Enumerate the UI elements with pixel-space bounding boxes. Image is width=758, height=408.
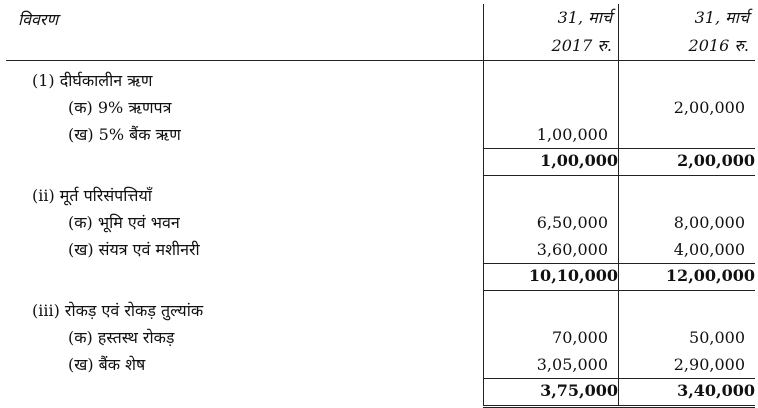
section-2-total-row [6, 264, 755, 291]
section-1-2016-values [619, 61, 756, 149]
section-1-item-2-2016 [619, 121, 755, 148]
comparative-statement-table [6, 4, 755, 408]
section-3-item-2-label: (ख) बैंक शेष [68, 354, 146, 374]
section-1-item-2-2017: 1,00,000 [536, 125, 608, 144]
section-1-item-1-label: (क) 9% ऋणपत्र [68, 98, 172, 117]
header-row [6, 4, 755, 61]
section-3-item-2-2016: 2,90,000 [673, 355, 745, 374]
section-1-2017-values [484, 61, 619, 149]
section-1-title: (1) दीर्घकालीन ऋण [32, 71, 153, 90]
section-3-item-1-2017: 70,000 [552, 328, 608, 347]
section-3-item-1-label: (क) हस्तस्थ रोकड़ [68, 327, 175, 347]
section-1-item-1-2016: 2,00,000 [673, 98, 745, 117]
section-2-item-1-2017: 6,50,000 [536, 213, 608, 232]
header-2016-cell [619, 4, 756, 61]
section-1-body [6, 61, 755, 149]
section-2-body [6, 176, 755, 264]
section-1-labels [6, 61, 484, 149]
section-3-total-2016: 3,40,000 [619, 379, 756, 407]
header-2016-line1: 31, मार्च [694, 8, 749, 27]
section-3-total-row [6, 379, 755, 407]
section-2-item-2-2017: 3,60,000 [536, 240, 608, 259]
section-3-labels [6, 291, 484, 379]
section-3-item-1-2016: 50,000 [689, 328, 745, 347]
section-2-total-2016: 12,00,000 [619, 264, 756, 291]
section-2-title: (ii) मूर्त परिसंपत्तियाँ [32, 185, 152, 205]
section-3-item-2-2017: 3,05,000 [536, 355, 608, 374]
section-1-item-2-label: (ख) 5% बैंक ऋण [68, 125, 181, 144]
section-3-2016-values [619, 291, 756, 379]
section-2-item-2-2016: 4,00,000 [673, 240, 745, 259]
section-3-body [6, 291, 755, 379]
section-2-item-1-2016: 8,00,000 [673, 213, 745, 232]
section-2-total-2017: 10,10,000 [484, 264, 619, 291]
section-2-2016-values [619, 176, 756, 264]
section-2-item-2-label: (ख) संयत्र एवं मशीनरी [68, 239, 200, 259]
section-3-title: (iii) रोकड़ एवं रोकड़ तुल्यांक [32, 300, 204, 320]
section-1-item-1-2017 [484, 94, 618, 121]
header-2016-line2: 2016 रु. [688, 36, 749, 55]
header-2017-cell [484, 4, 619, 61]
section-1-total-2016: 2,00,000 [619, 149, 756, 176]
header-2017-line2: 2017 रु. [551, 36, 612, 55]
section-2-labels [6, 176, 484, 264]
section-3-total-2017: 3,75,000 [484, 379, 619, 407]
section-2-2017-values [484, 176, 619, 264]
section-3-2017-values [484, 291, 619, 379]
header-particulars-cell [6, 4, 484, 61]
section-1-total-row [6, 149, 755, 176]
header-2017-line1: 31, मार्च [557, 8, 612, 27]
section-2-item-1-label: (क) भूमि एवं भवन [68, 212, 180, 232]
header-particulars-label: विवरण [18, 10, 59, 29]
section-1-total-2017: 1,00,000 [484, 149, 619, 176]
